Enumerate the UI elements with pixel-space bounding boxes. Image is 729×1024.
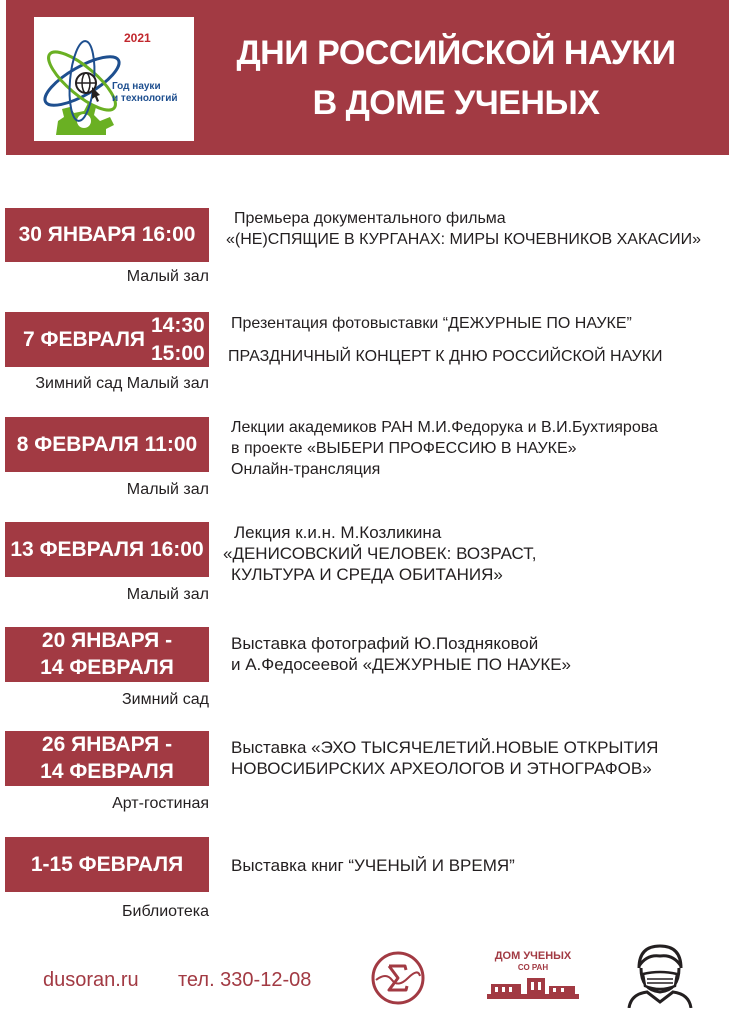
event-date-badge bbox=[5, 837, 209, 892]
event-description bbox=[228, 313, 663, 367]
page-title bbox=[196, 28, 716, 128]
desc-line: и А.Федосеевой «ДЕЖУРНЫЕ ПО НАУКЕ» bbox=[231, 655, 572, 674]
event-description bbox=[231, 633, 571, 675]
event-date-line2: 14 ФЕВРАЛЯ bbox=[40, 760, 174, 783]
desc-line: НОВОСИБИРСКИХ АРХЕОЛОГОВ И ЭТНОГРАФОВ» bbox=[231, 759, 652, 778]
year-of-science-logo bbox=[34, 17, 194, 141]
event-venue: Библиотека bbox=[122, 903, 209, 920]
desc-line: Выставка «ЭХО ТЫСЯЧЕЛЕТИЙ.НОВЫЕ ОТКРЫТИЯ bbox=[231, 738, 659, 757]
event-time: 15:00 bbox=[151, 342, 205, 365]
desc-line: Лекции академиков РАН М.И.Федорука и В.И.Бухтиярова bbox=[231, 419, 658, 436]
desc-line: «(НЕ)СПЯЩИЕ В КУРГАНАХ: МИРЫ КОЧЕВНИКОВ ХАКАСИИ» bbox=[226, 231, 702, 248]
event-time: 14:30 bbox=[151, 314, 205, 337]
event-venue: Малый зал bbox=[126, 481, 209, 498]
logo-text-line2: и технологий bbox=[112, 93, 178, 104]
logo-text-line1: Год науки bbox=[112, 81, 161, 92]
event-date-badge bbox=[5, 208, 209, 262]
desc-line: Премьера документального фильма bbox=[234, 210, 506, 227]
event-date-line2: 14 ФЕВРАЛЯ bbox=[40, 656, 174, 679]
mask-person-icon bbox=[625, 940, 695, 1008]
event-date-badge bbox=[5, 312, 209, 367]
event-description bbox=[231, 417, 658, 480]
event-date-line1: 20 ЯНВАРЯ - bbox=[41, 629, 173, 652]
event-venue: Арт-гостиная bbox=[112, 795, 209, 812]
event-description bbox=[231, 855, 515, 876]
desc-line: Онлайн-трансляция bbox=[231, 461, 381, 478]
desc-line: Лекция к.и.н. М.Козликина bbox=[234, 523, 442, 542]
event-date-badge bbox=[5, 417, 209, 472]
event-date: 1-15 ФЕВРАЛЯ bbox=[30, 853, 184, 876]
logo-subtitle: СО РАН bbox=[517, 963, 549, 972]
logo-title: ДОМ УЧЕНЫХ bbox=[494, 950, 572, 962]
sigma-emblem-icon bbox=[370, 950, 426, 1006]
phone-number: тел. 330-12-08 bbox=[178, 969, 312, 991]
header-banner bbox=[6, 0, 729, 155]
title-line2: В ДОМЕ УЧЕНЫХ bbox=[312, 84, 600, 122]
logo-year: 2021 bbox=[124, 31, 151, 45]
event-date-badge bbox=[5, 731, 209, 786]
building-icon bbox=[487, 974, 579, 1000]
desc-line: КУЛЬТУРА И СРЕДА ОБИТАНИЯ» bbox=[231, 565, 503, 584]
desc-line: Презентация фотовыставки “ДЕЖУРНЫЕ ПО НАУКЕ” bbox=[231, 315, 632, 332]
event-date: 13 ФЕВРАЛЯ 16:00 bbox=[10, 538, 204, 561]
atom-gear-icon bbox=[34, 17, 194, 141]
event-date: 8 ФЕВРАЛЯ 11:00 bbox=[16, 433, 198, 456]
logo-text bbox=[112, 81, 196, 105]
desc-line: «ДЕНИСОВСКИЙ ЧЕЛОВЕК: ВОЗРАСТ, bbox=[223, 544, 537, 563]
event-venue: Зимний сад Малый зал bbox=[35, 375, 209, 392]
event-description bbox=[231, 737, 658, 779]
event-date-line1: 26 ЯНВАРЯ - bbox=[41, 733, 173, 756]
event-venue: Зимний сад bbox=[122, 691, 209, 708]
event-description bbox=[223, 522, 537, 585]
event-date-badge bbox=[5, 627, 209, 682]
event-date: 30 ЯНВАРЯ 16:00 bbox=[18, 223, 196, 246]
desc-line: в проекте «ВЫБЕРИ ПРОФЕССИЮ В НАУКЕ» bbox=[231, 440, 577, 457]
event-date: 7 ФЕВРАЛЯ bbox=[23, 328, 146, 351]
event-venue: Малый зал bbox=[126, 268, 209, 285]
event-description bbox=[226, 208, 702, 250]
title-line1: ДНИ РОССИЙСКОЙ НАУКИ bbox=[236, 34, 676, 72]
house-of-scientists-logo bbox=[483, 950, 583, 1002]
desc-line: Выставка фотографий Ю.Поздняковой bbox=[231, 634, 539, 653]
desc-line: Выставка книг “УЧЕНЫЙ И ВРЕМЯ” bbox=[231, 856, 515, 875]
desc-line: ПРАЗДНИЧНЫЙ КОНЦЕРТ К ДНЮ РОССИЙСКОЙ НАУКИ bbox=[228, 348, 663, 365]
website-link[interactable]: dusoran.ru bbox=[43, 969, 139, 991]
event-venue: Малый зал bbox=[126, 586, 209, 603]
event-date-badge bbox=[5, 522, 209, 577]
